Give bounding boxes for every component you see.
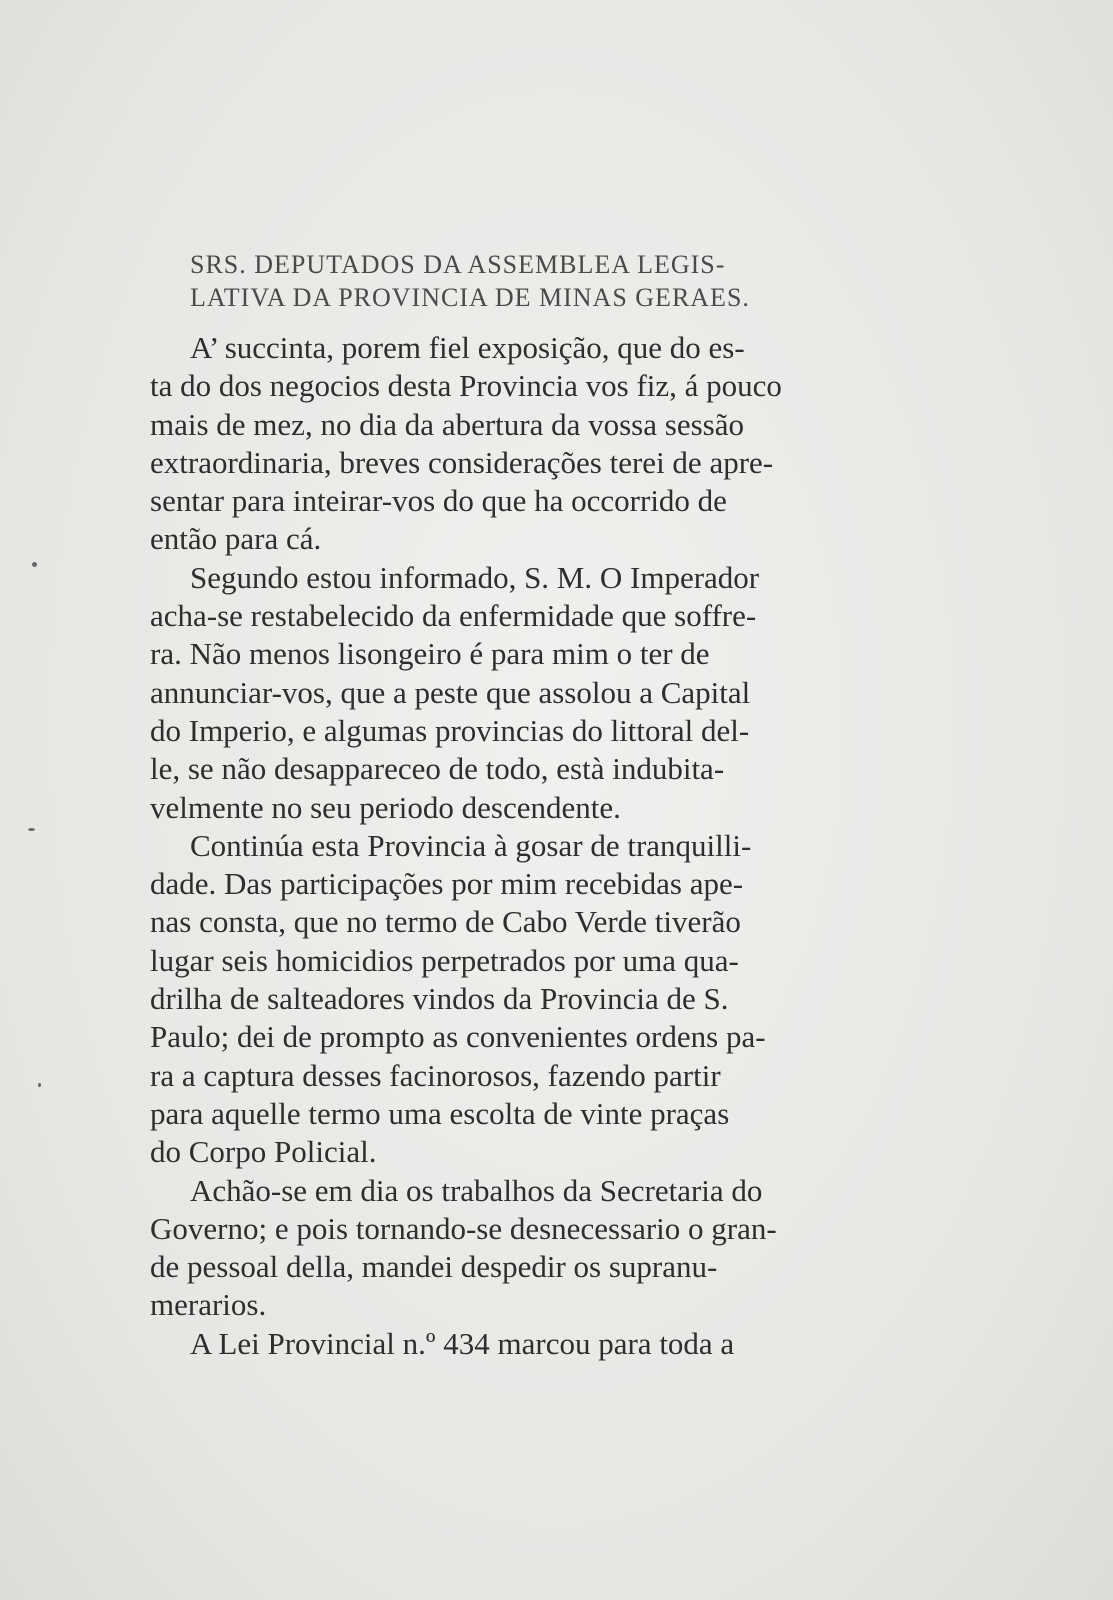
text-line: sentar para inteirar-vos do que ha occorrido de [150,483,727,519]
ink-speck [38,1083,41,1087]
text-line: A Lei Provincial n.º 434 marcou para toda a [190,1325,735,1361]
paragraph-introduction [150,329,920,559]
text-line: então para cá. [150,521,322,557]
paragraph-provincial-law [150,1325,920,1363]
heading-line: LATIVA DA PROVINCIA DE MINAS GERAES. [190,283,750,312]
paragraph-emperor-health [150,559,920,827]
text-line: annunciar-vos, que a peste que assolou a Capital [150,674,751,710]
text-line: do Imperio, e algumas provincias do littoral del- [150,712,750,748]
document-body [150,248,920,1363]
text-line: ra. Não menos lisongeiro é para mim o ter de [150,636,710,672]
text-line: extraordinaria, breves considerações terei de apre- [150,444,774,480]
text-line: lugar seis homicidios perpetrados por uma qua- [150,942,739,978]
text-line: Segundo estou informado, S. M. O Imperador [190,559,760,595]
text-line: ra a captura desses facinorosos, fazendo partir [150,1057,721,1093]
text-line: acha-se restabelecido da enfermidade que soffre- [150,598,757,634]
paragraph-secretariat [150,1172,920,1325]
paragraph-tranquillity [150,827,920,1172]
text-line: dade. Das participações por mim recebidas ape- [150,866,744,902]
text-line: A’ succinta, porem fiel exposição, que do es- [190,330,745,365]
heading-line: SRS. DEPUTADOS DA ASSEMBLEA LEGIS- [190,250,726,279]
text-line: de pessoal della, mandei despedir os supranu- [150,1249,718,1285]
text-line: ta do dos negocios desta Provincia vos fiz, á pouco [150,368,782,404]
text-line: Achão-se em dia os trabalhos da Secretaria do [190,1172,763,1208]
text-line: velmente no seu periodo descendente. [150,789,621,825]
text-line: nas consta, que no termo de Cabo Verde tiverão [150,904,741,940]
text-line: Governo; e pois tornando-se desnecessario o gran- [150,1210,777,1246]
text-line: le, se não desappareceo de todo, està indubita- [150,751,725,787]
ink-speck [28,828,35,831]
text-line: para aquelle termo uma escolta de vinte praças [150,1095,730,1131]
text-line: do Corpo Policial. [150,1134,377,1170]
text-line: mais de mez, no dia da abertura da vossa sessão [150,406,744,442]
ink-speck [32,562,37,567]
document-heading [150,248,920,314]
text-line: drilha de salteadores vindos da Provincia de S. [150,981,729,1017]
text-line: Paulo; dei de prompto as convenientes ordens pa- [150,1019,766,1055]
text-line: merarios. [150,1287,267,1323]
text-line: Continúa esta Provincia à gosar de tranquilli- [190,827,752,863]
